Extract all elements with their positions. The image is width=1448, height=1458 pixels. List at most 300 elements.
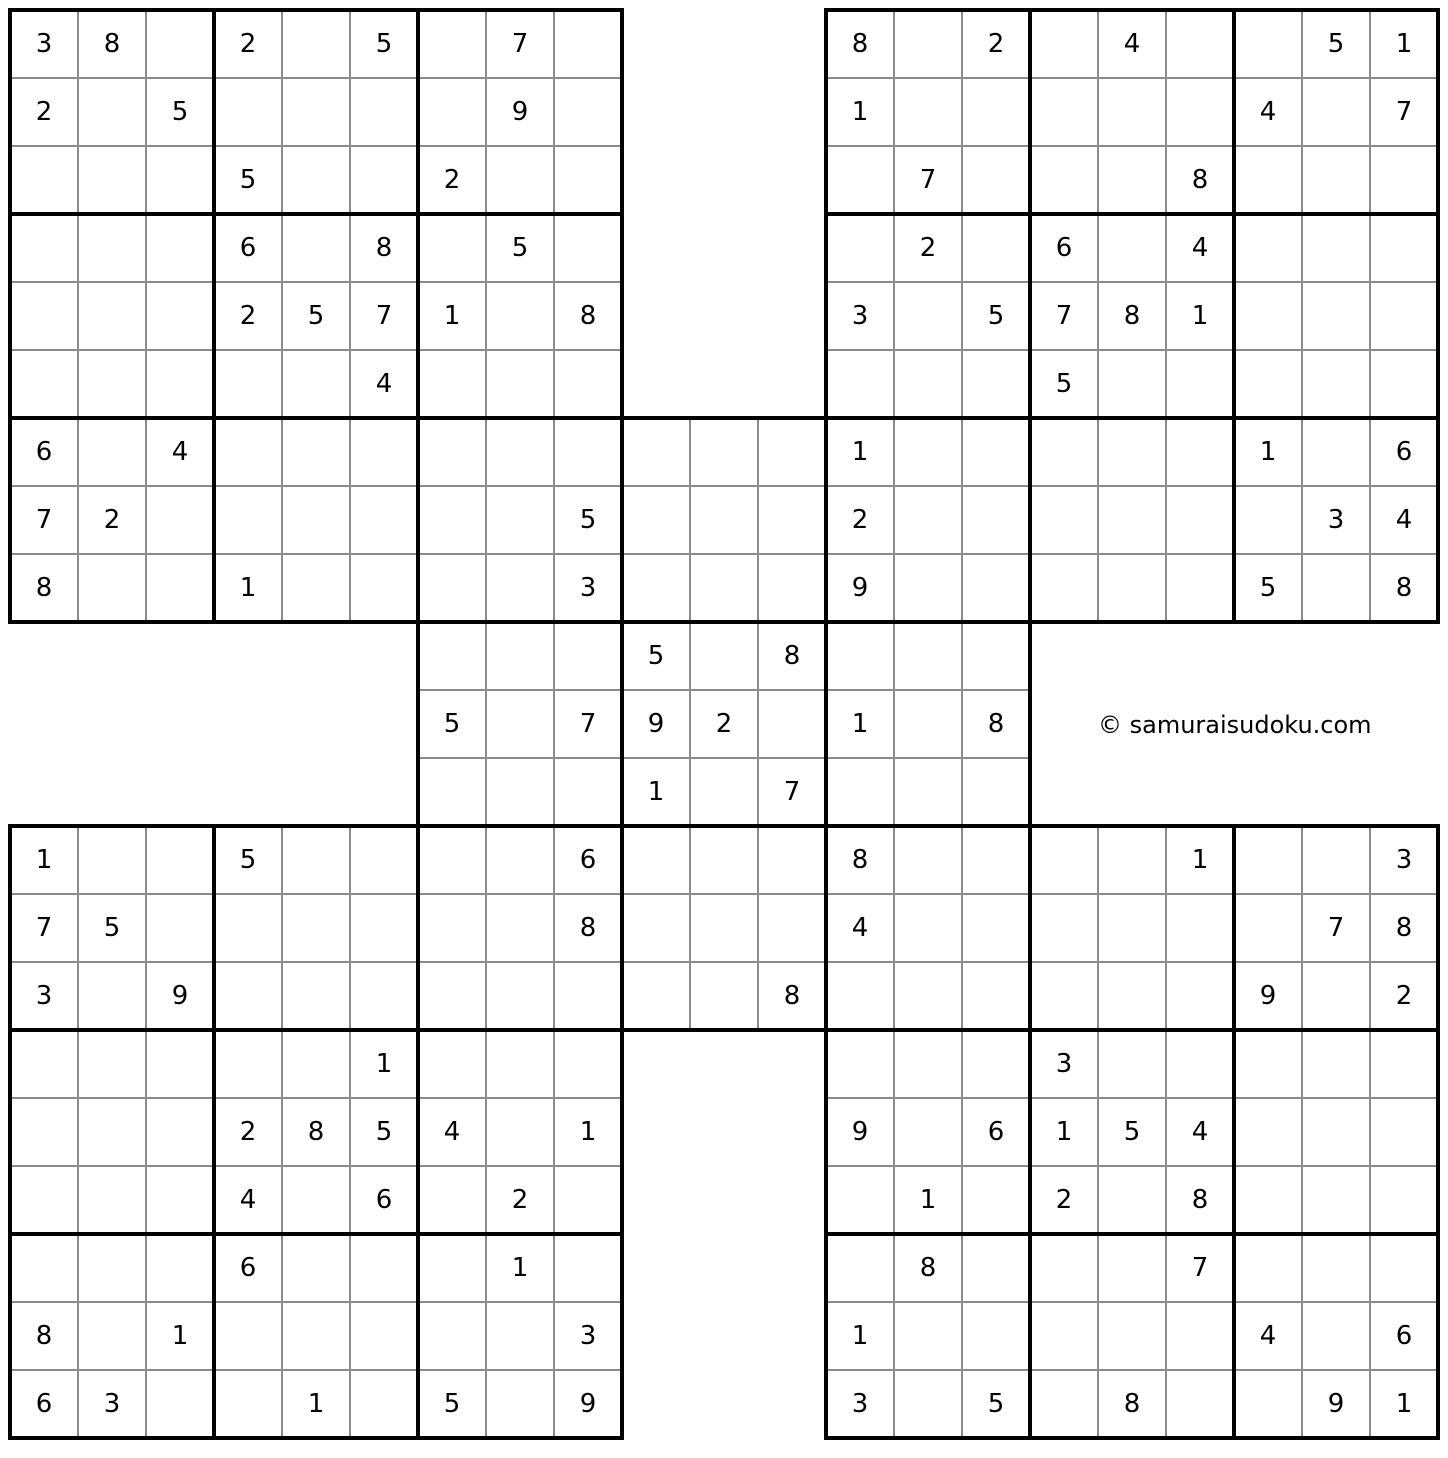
empty-cell[interactable] xyxy=(146,1098,214,1166)
empty-cell[interactable] xyxy=(214,1030,282,1098)
empty-cell[interactable] xyxy=(282,418,350,486)
empty-cell[interactable] xyxy=(962,1234,1030,1302)
empty-cell[interactable] xyxy=(350,146,418,214)
cell-grid-line xyxy=(893,893,963,895)
empty-cell[interactable] xyxy=(1370,1234,1438,1302)
cell-grid-line xyxy=(553,281,623,283)
empty-cell[interactable] xyxy=(1370,1098,1438,1166)
empty-cell[interactable] xyxy=(1030,78,1098,146)
empty-cell[interactable] xyxy=(282,554,350,622)
empty-cell[interactable] xyxy=(78,1030,146,1098)
empty-cell[interactable] xyxy=(894,418,962,486)
box-border-line xyxy=(1368,8,1440,12)
empty-cell[interactable] xyxy=(1370,1030,1438,1098)
empty-cell[interactable] xyxy=(486,894,554,962)
empty-cell[interactable] xyxy=(1030,554,1098,622)
empty-cell[interactable] xyxy=(486,1098,554,1166)
empty-cell[interactable] xyxy=(1098,146,1166,214)
cell-grid-line xyxy=(1301,893,1303,963)
given-digit-cell: 8 xyxy=(307,1117,325,1147)
empty-cell[interactable] xyxy=(1302,1302,1370,1370)
empty-cell[interactable] xyxy=(418,1234,486,1302)
empty-cell[interactable] xyxy=(350,418,418,486)
empty-cell[interactable] xyxy=(1302,282,1370,350)
empty-cell[interactable] xyxy=(418,758,486,826)
empty-cell[interactable] xyxy=(78,214,146,282)
empty-cell[interactable] xyxy=(418,894,486,962)
empty-cell[interactable] xyxy=(486,622,554,690)
empty-cell[interactable] xyxy=(146,146,214,214)
empty-cell[interactable] xyxy=(486,690,554,758)
cell-grid-line xyxy=(1097,349,1099,419)
empty-cell[interactable] xyxy=(1234,282,1302,350)
empty-cell[interactable] xyxy=(1030,826,1098,894)
empty-cell[interactable] xyxy=(1098,826,1166,894)
empty-cell[interactable] xyxy=(962,214,1030,282)
empty-cell[interactable] xyxy=(622,894,690,962)
cell-grid-line xyxy=(1233,281,1303,283)
empty-cell[interactable] xyxy=(1302,350,1370,418)
box-border-line xyxy=(1028,1368,1032,1440)
empty-cell[interactable] xyxy=(758,690,826,758)
empty-cell[interactable] xyxy=(1234,486,1302,554)
empty-cell[interactable] xyxy=(1234,350,1302,418)
cell-grid-line xyxy=(1369,553,1371,623)
empty-cell[interactable] xyxy=(894,758,962,826)
empty-cell[interactable] xyxy=(78,282,146,350)
empty-cell[interactable] xyxy=(554,1166,622,1234)
empty-cell[interactable] xyxy=(1098,554,1166,622)
empty-cell[interactable] xyxy=(1098,1030,1166,1098)
empty-cell[interactable] xyxy=(554,146,622,214)
empty-cell[interactable] xyxy=(146,1030,214,1098)
empty-cell[interactable] xyxy=(962,486,1030,554)
empty-cell[interactable] xyxy=(146,1370,214,1438)
empty-cell[interactable] xyxy=(486,1302,554,1370)
empty-cell[interactable] xyxy=(486,554,554,622)
empty-cell[interactable] xyxy=(214,78,282,146)
empty-cell[interactable] xyxy=(282,350,350,418)
empty-cell[interactable] xyxy=(622,962,690,1030)
empty-cell[interactable] xyxy=(350,1234,418,1302)
cell-grid-line xyxy=(1165,893,1167,963)
empty-cell[interactable] xyxy=(894,350,962,418)
empty-cell[interactable] xyxy=(78,1098,146,1166)
empty-cell[interactable] xyxy=(418,962,486,1030)
empty-cell[interactable] xyxy=(894,78,962,146)
empty-cell[interactable] xyxy=(418,826,486,894)
empty-cell[interactable] xyxy=(10,282,78,350)
empty-cell[interactable] xyxy=(1234,1370,1302,1438)
empty-cell[interactable] xyxy=(146,282,214,350)
empty-cell[interactable] xyxy=(1030,962,1098,1030)
empty-cell[interactable] xyxy=(894,282,962,350)
cell-grid-line xyxy=(77,1097,147,1099)
empty-cell[interactable] xyxy=(1234,1030,1302,1098)
cell-grid-line xyxy=(1097,1233,1099,1303)
box-border-line xyxy=(484,620,556,624)
empty-cell[interactable] xyxy=(1030,1370,1098,1438)
cell-grid-line xyxy=(961,1301,963,1371)
empty-cell[interactable] xyxy=(690,554,758,622)
empty-cell[interactable] xyxy=(486,962,554,1030)
empty-cell[interactable] xyxy=(78,1234,146,1302)
empty-cell[interactable] xyxy=(826,214,894,282)
empty-cell[interactable] xyxy=(690,962,758,1030)
empty-cell[interactable] xyxy=(146,350,214,418)
empty-cell[interactable] xyxy=(826,1030,894,1098)
empty-cell[interactable] xyxy=(10,350,78,418)
empty-cell[interactable] xyxy=(962,962,1030,1030)
empty-cell[interactable] xyxy=(78,78,146,146)
box-border-line xyxy=(756,620,828,624)
box-border-line xyxy=(76,416,148,420)
empty-cell[interactable] xyxy=(1098,962,1166,1030)
empty-cell[interactable] xyxy=(1098,1166,1166,1234)
empty-cell[interactable] xyxy=(78,554,146,622)
empty-cell[interactable] xyxy=(10,146,78,214)
empty-cell[interactable] xyxy=(214,1302,282,1370)
empty-cell[interactable] xyxy=(962,622,1030,690)
empty-cell[interactable] xyxy=(894,486,962,554)
empty-cell[interactable] xyxy=(78,350,146,418)
empty-cell[interactable] xyxy=(350,78,418,146)
empty-cell[interactable] xyxy=(1166,894,1234,962)
empty-cell[interactable] xyxy=(1302,1030,1370,1098)
empty-cell[interactable] xyxy=(962,78,1030,146)
empty-cell[interactable] xyxy=(10,214,78,282)
empty-cell[interactable] xyxy=(1302,826,1370,894)
cell-grid-line xyxy=(893,1165,895,1235)
empty-cell[interactable] xyxy=(962,1302,1030,1370)
empty-cell[interactable] xyxy=(10,1166,78,1234)
cell-grid-line xyxy=(757,893,827,895)
empty-cell[interactable] xyxy=(418,418,486,486)
empty-cell[interactable] xyxy=(826,350,894,418)
empty-cell[interactable] xyxy=(214,486,282,554)
empty-cell[interactable] xyxy=(1234,826,1302,894)
cell-grid-line xyxy=(1369,417,1371,487)
empty-cell[interactable] xyxy=(1166,10,1234,78)
empty-cell[interactable] xyxy=(1302,554,1370,622)
empty-cell[interactable] xyxy=(894,894,962,962)
empty-cell[interactable] xyxy=(486,1370,554,1438)
empty-cell[interactable] xyxy=(350,826,418,894)
empty-cell[interactable] xyxy=(1166,554,1234,622)
empty-cell[interactable] xyxy=(1030,894,1098,962)
empty-cell[interactable] xyxy=(1166,418,1234,486)
cell-grid-line xyxy=(893,485,895,555)
empty-cell[interactable] xyxy=(554,622,622,690)
empty-cell[interactable] xyxy=(1098,350,1166,418)
empty-cell[interactable] xyxy=(962,146,1030,214)
empty-cell[interactable] xyxy=(418,350,486,418)
empty-cell[interactable] xyxy=(350,486,418,554)
empty-cell[interactable] xyxy=(894,10,962,78)
empty-cell[interactable] xyxy=(78,1302,146,1370)
empty-cell[interactable] xyxy=(962,758,1030,826)
cell-grid-line xyxy=(145,553,147,623)
empty-cell[interactable] xyxy=(146,10,214,78)
empty-cell[interactable] xyxy=(282,10,350,78)
empty-cell[interactable] xyxy=(962,1166,1030,1234)
empty-cell[interactable] xyxy=(282,1030,350,1098)
empty-cell[interactable] xyxy=(1166,1302,1234,1370)
empty-cell[interactable] xyxy=(350,1370,418,1438)
empty-cell[interactable] xyxy=(486,758,554,826)
empty-cell[interactable] xyxy=(690,894,758,962)
empty-cell[interactable] xyxy=(418,1166,486,1234)
empty-cell[interactable] xyxy=(146,214,214,282)
empty-cell[interactable] xyxy=(1370,214,1438,282)
empty-cell[interactable] xyxy=(282,78,350,146)
empty-cell[interactable] xyxy=(418,1302,486,1370)
empty-cell[interactable] xyxy=(690,486,758,554)
empty-cell[interactable] xyxy=(486,486,554,554)
empty-cell[interactable] xyxy=(826,962,894,1030)
empty-cell[interactable] xyxy=(1166,78,1234,146)
empty-cell[interactable] xyxy=(894,962,962,1030)
empty-cell[interactable] xyxy=(1234,1166,1302,1234)
empty-cell[interactable] xyxy=(1098,1302,1166,1370)
empty-cell[interactable] xyxy=(962,894,1030,962)
empty-cell[interactable] xyxy=(894,1370,962,1438)
empty-cell[interactable] xyxy=(554,78,622,146)
empty-cell[interactable] xyxy=(690,622,758,690)
empty-cell[interactable] xyxy=(282,1302,350,1370)
empty-cell[interactable] xyxy=(554,350,622,418)
empty-cell[interactable] xyxy=(962,826,1030,894)
empty-cell[interactable] xyxy=(214,894,282,962)
empty-cell[interactable] xyxy=(826,1166,894,1234)
empty-cell[interactable] xyxy=(554,1030,622,1098)
empty-cell[interactable] xyxy=(894,1030,962,1098)
empty-cell[interactable] xyxy=(1166,350,1234,418)
empty-cell[interactable] xyxy=(1030,486,1098,554)
empty-cell[interactable] xyxy=(1302,418,1370,486)
empty-cell[interactable] xyxy=(282,214,350,282)
box-border-line xyxy=(620,620,624,692)
empty-cell[interactable] xyxy=(282,1234,350,1302)
empty-cell[interactable] xyxy=(826,146,894,214)
empty-cell[interactable] xyxy=(146,894,214,962)
empty-cell[interactable] xyxy=(214,350,282,418)
cell-grid-line xyxy=(77,485,79,555)
empty-cell[interactable] xyxy=(282,146,350,214)
empty-cell[interactable] xyxy=(758,418,826,486)
empty-cell[interactable] xyxy=(622,418,690,486)
cell-grid-line xyxy=(1369,961,1371,1031)
cell-grid-line xyxy=(349,417,351,487)
empty-cell[interactable] xyxy=(146,1234,214,1302)
empty-cell[interactable] xyxy=(1370,146,1438,214)
empty-cell[interactable] xyxy=(418,622,486,690)
empty-cell[interactable] xyxy=(1166,1370,1234,1438)
empty-cell[interactable] xyxy=(690,758,758,826)
empty-cell[interactable] xyxy=(10,1098,78,1166)
empty-cell[interactable] xyxy=(1166,962,1234,1030)
empty-cell[interactable] xyxy=(1302,1166,1370,1234)
empty-cell[interactable] xyxy=(1234,1098,1302,1166)
empty-cell[interactable] xyxy=(690,826,758,894)
empty-cell[interactable] xyxy=(78,418,146,486)
empty-cell[interactable] xyxy=(894,622,962,690)
empty-cell[interactable] xyxy=(758,826,826,894)
empty-cell[interactable] xyxy=(1098,78,1166,146)
empty-cell[interactable] xyxy=(214,418,282,486)
empty-cell[interactable] xyxy=(1302,1098,1370,1166)
empty-cell[interactable] xyxy=(1098,1234,1166,1302)
empty-cell[interactable] xyxy=(1030,146,1098,214)
empty-cell[interactable] xyxy=(418,486,486,554)
empty-cell[interactable] xyxy=(1370,1166,1438,1234)
empty-cell[interactable] xyxy=(1098,214,1166,282)
cell-grid-line xyxy=(553,9,555,79)
empty-cell[interactable] xyxy=(1370,350,1438,418)
empty-cell[interactable] xyxy=(418,214,486,282)
empty-cell[interactable] xyxy=(350,962,418,1030)
box-border-line xyxy=(8,8,12,80)
empty-cell[interactable] xyxy=(758,486,826,554)
empty-cell[interactable] xyxy=(350,1302,418,1370)
empty-cell[interactable] xyxy=(894,554,962,622)
box-border-line xyxy=(416,960,420,1032)
empty-cell[interactable] xyxy=(758,894,826,962)
empty-cell[interactable] xyxy=(282,894,350,962)
empty-cell[interactable] xyxy=(146,486,214,554)
empty-cell[interactable] xyxy=(1098,894,1166,962)
empty-cell[interactable] xyxy=(962,1030,1030,1098)
cell-grid-line xyxy=(417,349,487,351)
empty-cell[interactable] xyxy=(146,1166,214,1234)
empty-cell[interactable] xyxy=(282,962,350,1030)
empty-cell[interactable] xyxy=(1302,78,1370,146)
cell-grid-line xyxy=(1165,281,1167,351)
empty-cell[interactable] xyxy=(1030,1302,1098,1370)
box-border-line xyxy=(76,824,148,828)
box-border-line xyxy=(212,484,216,556)
empty-cell[interactable] xyxy=(486,826,554,894)
empty-cell[interactable] xyxy=(350,554,418,622)
empty-cell[interactable] xyxy=(1302,1234,1370,1302)
empty-cell[interactable] xyxy=(758,554,826,622)
empty-cell[interactable] xyxy=(690,418,758,486)
empty-cell[interactable] xyxy=(622,486,690,554)
cell-grid-line xyxy=(893,757,963,759)
empty-cell[interactable] xyxy=(1030,418,1098,486)
empty-cell[interactable] xyxy=(622,554,690,622)
cell-grid-line xyxy=(1165,1233,1167,1303)
empty-cell[interactable] xyxy=(486,1030,554,1098)
empty-cell[interactable] xyxy=(78,1166,146,1234)
empty-cell[interactable] xyxy=(1166,1030,1234,1098)
empty-cell[interactable] xyxy=(1302,146,1370,214)
empty-cell[interactable] xyxy=(282,1166,350,1234)
empty-cell[interactable] xyxy=(350,894,418,962)
cell-grid-line xyxy=(1369,961,1439,963)
cell-grid-line xyxy=(1369,281,1371,351)
cell-grid-line xyxy=(417,77,487,79)
empty-cell[interactable] xyxy=(1302,962,1370,1030)
empty-cell[interactable] xyxy=(1234,214,1302,282)
empty-cell[interactable] xyxy=(418,554,486,622)
given-digit-cell: 7 xyxy=(35,913,53,943)
box-border-line xyxy=(1300,1436,1372,1440)
empty-cell[interactable] xyxy=(1166,486,1234,554)
empty-cell[interactable] xyxy=(418,1030,486,1098)
given-digit-cell: 5 xyxy=(1055,369,1073,399)
empty-cell[interactable] xyxy=(554,10,622,78)
cell-grid-line xyxy=(1165,349,1167,419)
empty-cell[interactable] xyxy=(10,1234,78,1302)
empty-cell[interactable] xyxy=(962,418,1030,486)
empty-cell[interactable] xyxy=(1234,894,1302,962)
empty-cell[interactable] xyxy=(10,1030,78,1098)
empty-cell[interactable] xyxy=(894,1098,962,1166)
empty-cell[interactable] xyxy=(78,146,146,214)
empty-cell[interactable] xyxy=(826,1234,894,1302)
empty-cell[interactable] xyxy=(554,1234,622,1302)
box-border-line xyxy=(960,1232,1032,1236)
empty-cell[interactable] xyxy=(1098,486,1166,554)
empty-cell[interactable] xyxy=(418,10,486,78)
empty-cell[interactable] xyxy=(894,826,962,894)
empty-cell[interactable] xyxy=(214,1370,282,1438)
empty-cell[interactable] xyxy=(282,486,350,554)
empty-cell[interactable] xyxy=(486,350,554,418)
empty-cell[interactable] xyxy=(486,282,554,350)
empty-cell[interactable] xyxy=(1234,146,1302,214)
empty-cell[interactable] xyxy=(1302,214,1370,282)
empty-cell[interactable] xyxy=(1234,1234,1302,1302)
empty-cell[interactable] xyxy=(554,418,622,486)
empty-cell[interactable] xyxy=(554,214,622,282)
empty-cell[interactable] xyxy=(78,962,146,1030)
cell-grid-line xyxy=(893,1097,895,1167)
empty-cell[interactable] xyxy=(622,826,690,894)
empty-cell[interactable] xyxy=(146,826,214,894)
empty-cell[interactable] xyxy=(282,826,350,894)
empty-cell[interactable] xyxy=(894,1302,962,1370)
empty-cell[interactable] xyxy=(486,146,554,214)
box-border-line xyxy=(1232,1164,1236,1236)
empty-cell[interactable] xyxy=(418,78,486,146)
empty-cell[interactable] xyxy=(962,554,1030,622)
empty-cell[interactable] xyxy=(146,554,214,622)
empty-cell[interactable] xyxy=(894,690,962,758)
empty-cell[interactable] xyxy=(78,826,146,894)
cell-grid-line xyxy=(77,893,79,963)
empty-cell[interactable] xyxy=(554,962,622,1030)
empty-cell[interactable] xyxy=(214,962,282,1030)
empty-cell[interactable] xyxy=(962,350,1030,418)
empty-cell[interactable] xyxy=(554,758,622,826)
empty-cell[interactable] xyxy=(1370,282,1438,350)
box-border-line xyxy=(960,416,1032,420)
cell-grid-line xyxy=(145,349,147,419)
empty-cell[interactable] xyxy=(826,622,894,690)
box-border-line xyxy=(8,348,12,420)
empty-cell[interactable] xyxy=(486,418,554,486)
empty-cell[interactable] xyxy=(1030,10,1098,78)
empty-cell[interactable] xyxy=(826,758,894,826)
given-digit-cell: 8 xyxy=(1191,1185,1209,1215)
empty-cell[interactable] xyxy=(1098,418,1166,486)
cell-grid-line xyxy=(961,349,963,419)
cell-grid-line xyxy=(281,825,283,895)
empty-cell[interactable] xyxy=(1030,1234,1098,1302)
empty-cell[interactable] xyxy=(1234,10,1302,78)
